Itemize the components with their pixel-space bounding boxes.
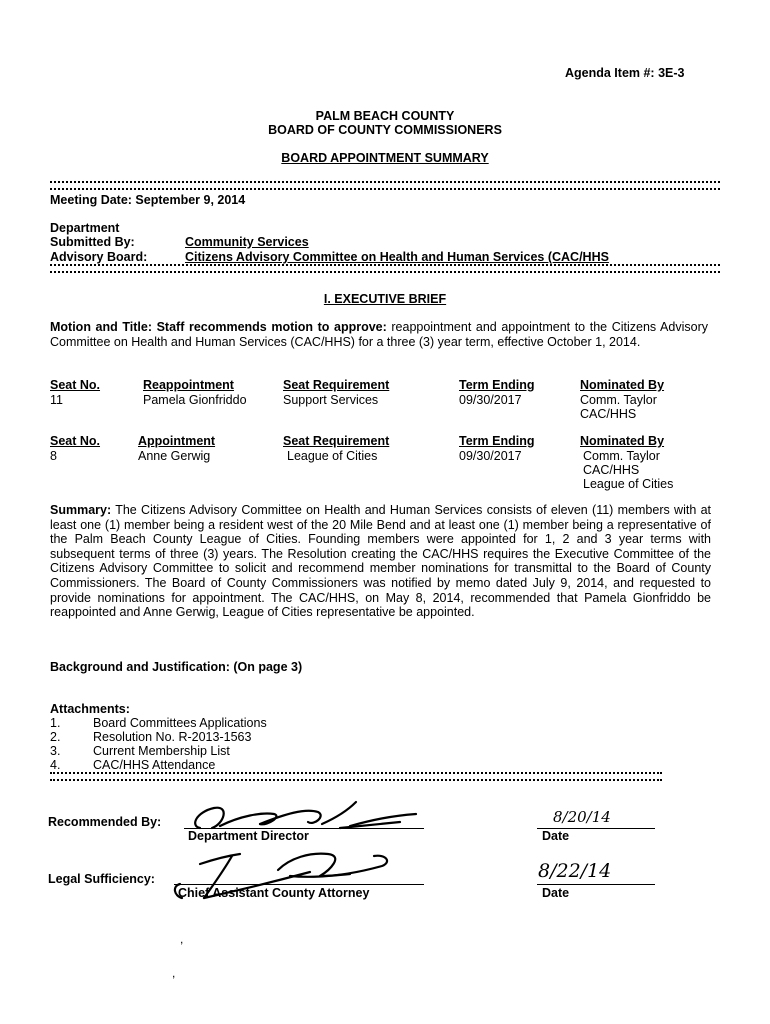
motion-text: reappointment and appointment to the Citizens Advisory Committee on Health and Human Services (CAC/HHS) for a three (3) year term, effective October 1, 2014. [50, 320, 708, 349]
section-title: I. EXECUTIVE BRIEF [323, 292, 447, 306]
reappointment-header-seat: Seat No. [50, 378, 101, 392]
scan-mark: , [172, 966, 176, 980]
appointment-header-name: Appointment [138, 434, 216, 448]
reappointment-requirement: Support Services [283, 393, 379, 407]
reappointment-name: Pamela Gionfriddo [143, 393, 247, 407]
reappointment-term: 09/30/2017 [459, 393, 522, 407]
document-title: BOARD APPOINTMENT SUMMARY [281, 151, 489, 165]
attachment-text: CAC/HHS Attendance [93, 758, 216, 772]
appointment-header-seat: Seat No. [50, 434, 101, 448]
advisory-board-value: Citizens Advisory Committee on Health and Human Services (CAC/HHS [185, 250, 609, 264]
appointment-nominated-3: League of Cities [583, 477, 674, 491]
divider-rule-top [50, 181, 720, 190]
background-justification: Background and Justification: (On page 3) [50, 660, 303, 674]
summary-label: Summary: [50, 503, 112, 517]
attachment-number: 1. [50, 716, 61, 730]
legal-date-label: Date [542, 886, 570, 900]
appointment-term: 09/30/2017 [459, 449, 522, 463]
summary-paragraph [50, 503, 711, 620]
agenda-item-number: Agenda Item #: 3E-3 [565, 66, 685, 80]
board-name: BOARD OF COUNTY COMMISSIONERS [268, 123, 502, 137]
reappointment-nominated-1: Comm. Taylor [580, 393, 657, 407]
department-label: Department [50, 221, 120, 235]
summary-text: The Citizens Advisory Committee on Health and Human Services consists of eleven (11) members with at least one (1) member being a resident west of the 20 Mile Bend and at least one (1) member being a representative of the Palm Beach County League of Cities. Founding members were appointed for 1, 2 and 3 year terms with subsequent terms of three (3) years. The Resolution creating the CAC/HHS requires the Executive Committee of the Citizens Advisory Committee to solicit and recommend member nominations for transmittal to the Board of County Commissioners. The Board of County Commissioners was notified by memo dated July 9, 2014, and requested to provide nominations for appointment. The CAC/HHS, on May 8, 2014, recommended that Pamela Gionfriddo be reappointed and Anne Gerwig, League of Cities representative be appointed. [50, 503, 711, 620]
motion-paragraph [50, 320, 708, 349]
reappointment-header-nominated: Nominated By [580, 378, 665, 392]
recommended-title: Department Director [188, 829, 309, 843]
recommended-by-label: Recommended By: [48, 815, 162, 829]
legal-date-line [537, 884, 655, 885]
reappointment-nominated-2: CAC/HHS [580, 407, 637, 421]
advisory-board-label: Advisory Board: [50, 250, 148, 264]
legal-sufficiency-label: Legal Sufficiency: [48, 872, 155, 886]
recommended-date-label: Date [542, 829, 570, 843]
scan-mark: , [180, 932, 184, 946]
attachment-number: 4. [50, 758, 61, 772]
appointment-seat: 8 [50, 449, 57, 463]
appointment-nominated-2: CAC/HHS [583, 463, 640, 477]
attachments-label: Attachments: [50, 702, 130, 716]
attachment-number: 3. [50, 744, 61, 758]
reappointment-header-name: Reappointment [143, 378, 234, 392]
legal-date-handwritten: 8/22/14 [538, 860, 612, 882]
attachment-text: Board Committees Applications [93, 716, 267, 730]
appointment-name: Anne Gerwig [138, 449, 211, 463]
attachment-number: 2. [50, 730, 61, 744]
submitted-by-value: Community Services [185, 235, 309, 249]
attachment-text: Current Membership List [93, 744, 230, 758]
divider-rule-attachments [50, 772, 662, 781]
attachment-text: Resolution No. R-2013-1563 [93, 730, 252, 744]
appointment-header-requirement: Seat Requirement [283, 434, 390, 448]
legal-title: Chief Assistant County Attorney [178, 886, 370, 900]
motion-label: Motion and Title: Staff recommends motion to approve: [50, 320, 387, 334]
submitted-by-label: Submitted By: [50, 235, 135, 249]
recommended-date-handwritten: 8/20/14 [553, 808, 611, 826]
appointment-header-nominated: Nominated By [580, 434, 665, 448]
reappointment-seat: 11 [50, 393, 63, 407]
appointment-nominated-1: Comm. Taylor [583, 449, 660, 463]
divider-rule-department [50, 264, 720, 273]
county-name: PALM BEACH COUNTY [315, 109, 455, 123]
meeting-date: Meeting Date: September 9, 2014 [50, 193, 246, 207]
appointment-requirement: League of Cities [287, 449, 378, 463]
reappointment-header-requirement: Seat Requirement [283, 378, 390, 392]
reappointment-header-term: Term Ending [459, 378, 535, 392]
appointment-header-term: Term Ending [459, 434, 535, 448]
attorney-signature [160, 846, 400, 904]
director-signature [190, 798, 430, 838]
